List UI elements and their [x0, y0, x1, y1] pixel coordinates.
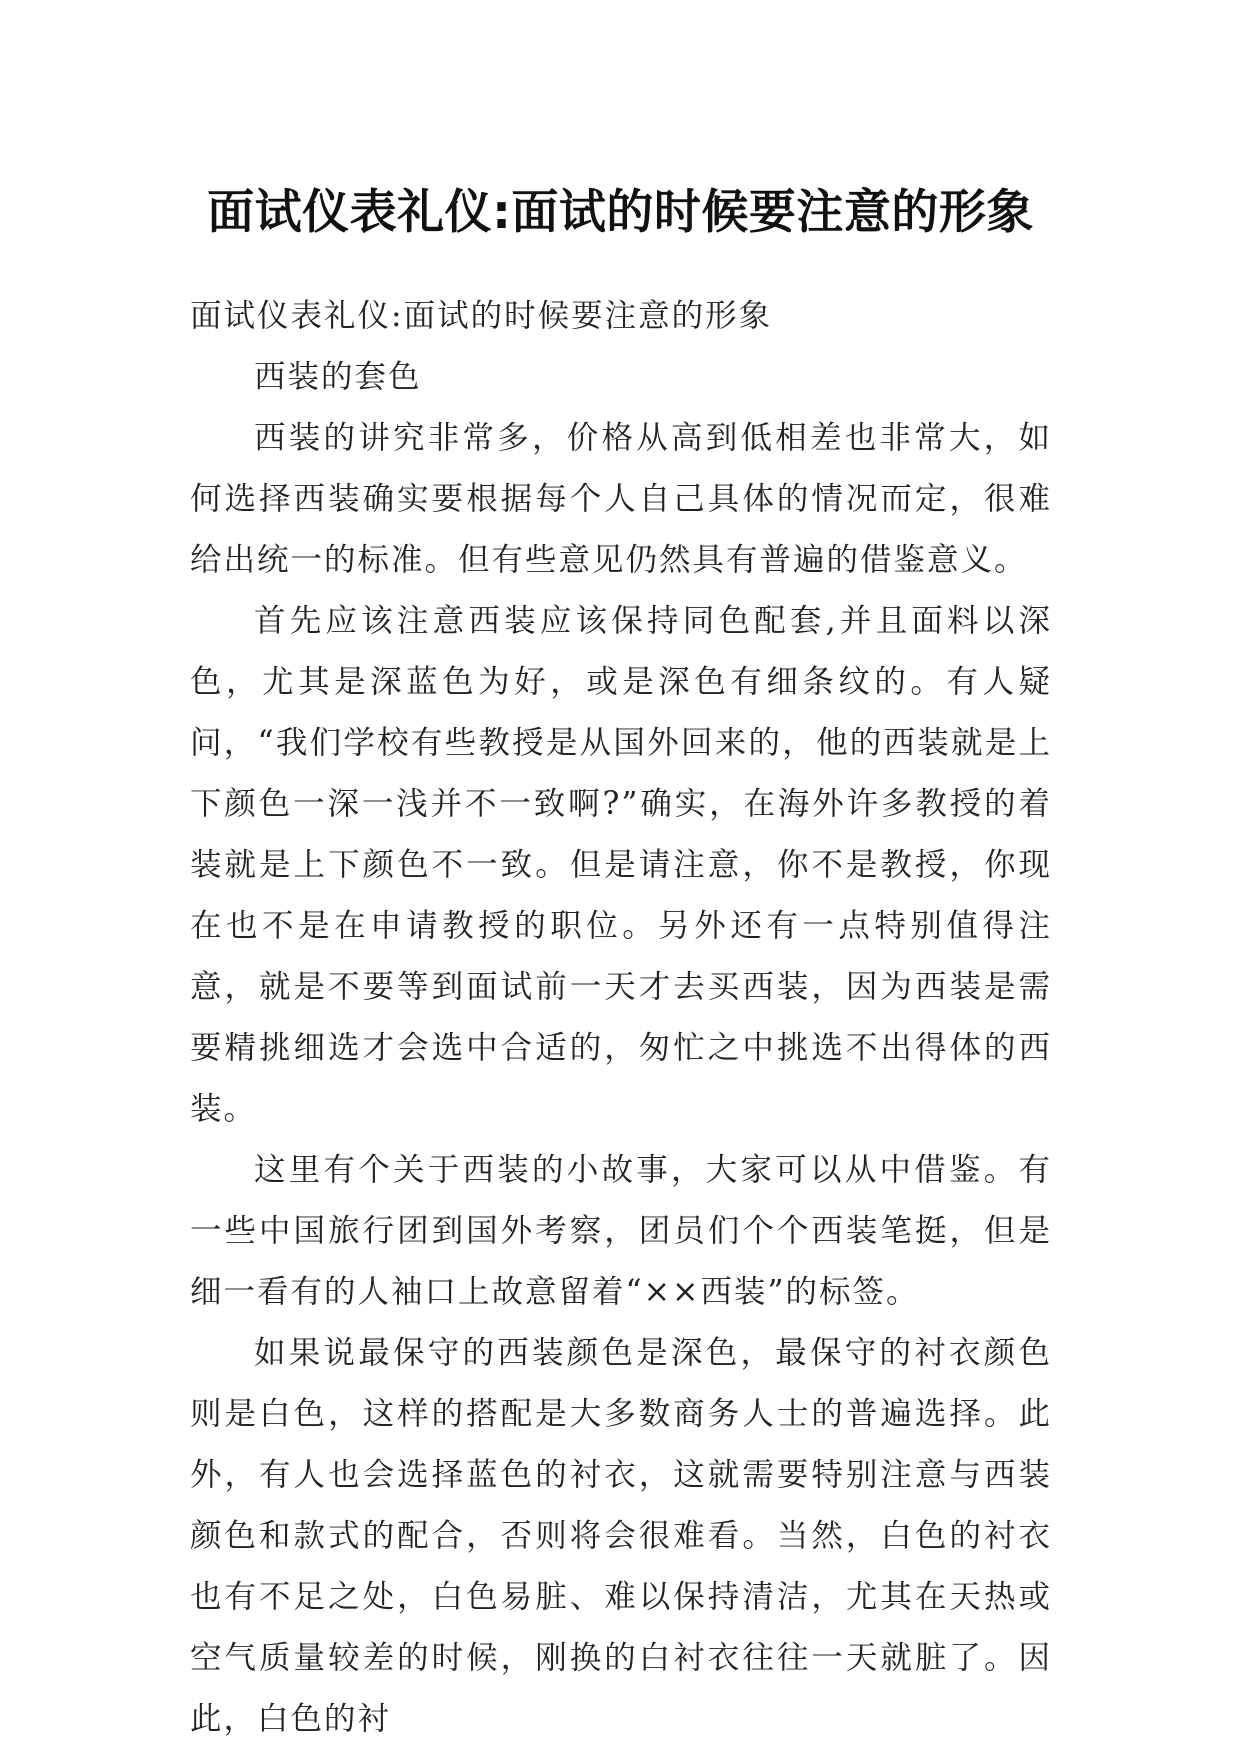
paragraph-shirt-color: 如果说最保守的西装颜色是深色，最保守的衬衣颜色则是白色，这样的搭配是大多数商务人士的普遍选择。此外，有人也会选择蓝色的衬衣，这就需要特别注意与西装颜色和款式的配合，否则将会很难看。当然，白色的衬衣也有不足之处，白色易脏、难以保持清洁，尤其在天热或空气质量较差的时候，刚换的白衬衣往往一天就脏了。因此，白色的衬 — [190, 1335, 1052, 1737]
paragraph-suit-story: 这里有个关于西装的小故事，大家可以从中借鉴。有一些中国旅行团到国外考察，团员们个个西装笔挺，但是细一看有的人袖口上故意留着“××西装”的标签。 — [190, 1152, 1052, 1310]
section-heading-suit-color: 西装的套色 — [254, 359, 422, 395]
document-body — [190, 286, 1052, 1750]
paragraph-suit-intro: 西装的讲究非常多，价格从高到低相差也非常大，如何选择西装确实要根据每个人自己具体的情况而定，很难给出统一的标准。但有些意见仍然具有普遍的借鉴意义。 — [190, 420, 1052, 578]
paragraph-heading-repeat: 面试仪表礼仪:面试的时候要注意的形象 — [190, 298, 773, 334]
document-title: 面试仪表礼仪:面试的时候要注意的形象 — [207, 185, 1034, 241]
paragraph-suit-matching: 首先应该注意西装应该保持同色配套,并且面料以深色，尤其是深蓝色为好，或是深色有细条纹的。有人疑问，“我们学校有些教授是从国外回来的，他的西装就是上下颜色一深一浅并不一致啊?”确实，在海外许多教授的着装就是上下颜色不一致。但是请注意，你不是教授，你现在也不是在申请教授的职位。另外还有一点特别值得注意，就是不要等到面试前一天才去买西装，因为西装是需要精挑细选才会选中合适的，匆忙之中挑选不出得体的西装。 — [190, 603, 1052, 1127]
